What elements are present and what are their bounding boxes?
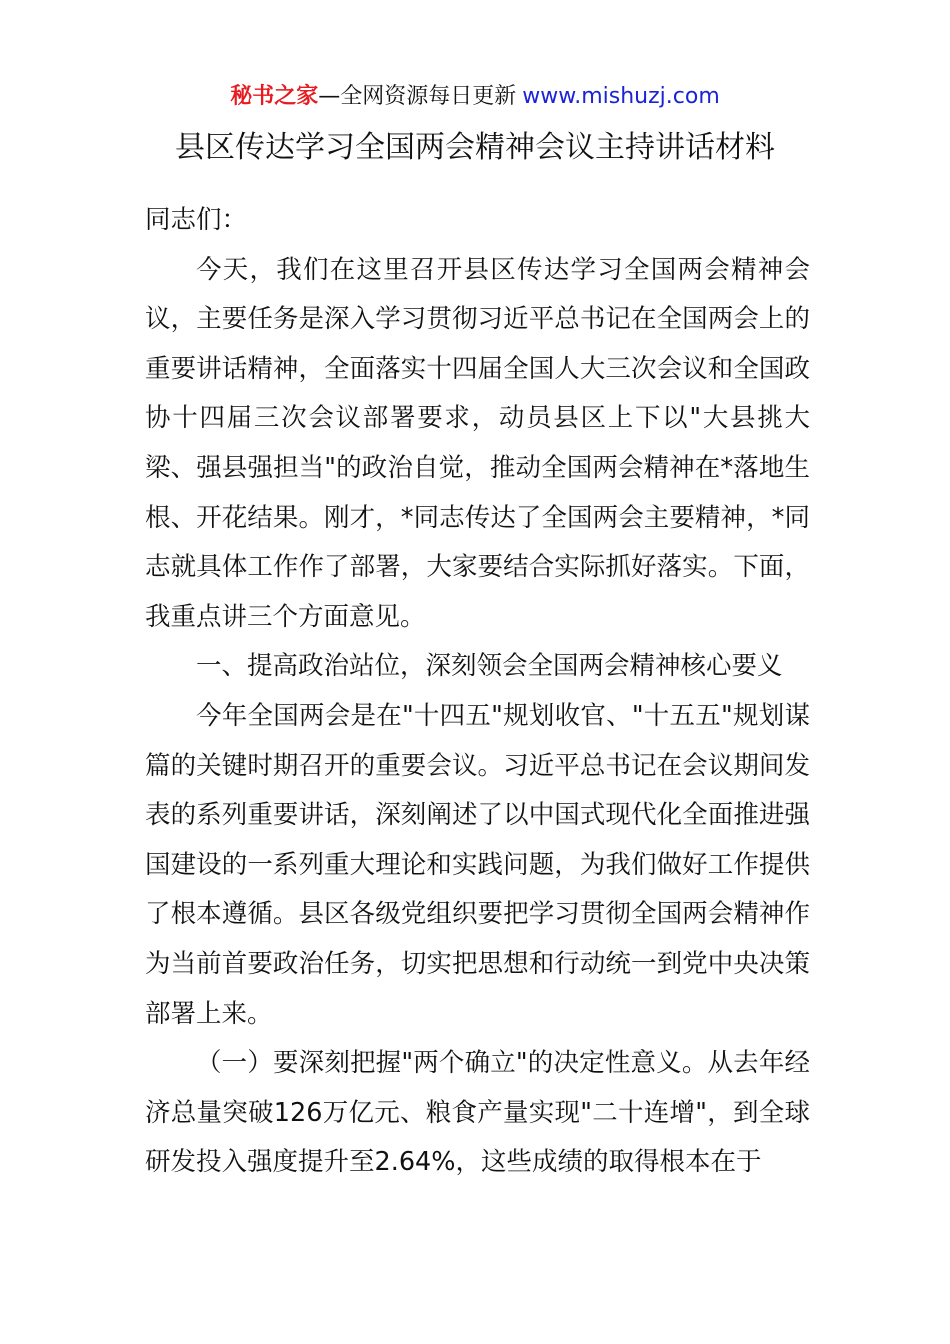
- site-header: [0, 80, 950, 114]
- paragraph-subsection-1: （一）要深刻把握"两个确立"的决定性意义。从去年经济总量突破126万亿元、粮食产量实现"二十连增"，到全球研发投入强度提升至2.64%，这些成绩的取得根本在于: [145, 1048, 810, 1178]
- brand-name: 秘书之家: [230, 84, 319, 109]
- site-tagline: —全网资源每日更新: [318, 84, 517, 109]
- paragraph-section-1: 今年全国两会是在"十四五"规划收官、"十五五"规划谋篇的关键时期召开的重要会议。习近平总书记在会议期间发表的系列重要讲话，深刻阐述了以中国式现代化全面推进强国建设的一系列重大理论和实践问题，为我们做好工作提供了根本遵循。县区各级党组织要把学习贯彻全国两会精神作为当前首要政治任务，切实把思想和行动统一到党中央决策部署上来。: [145, 700, 810, 1029]
- document-body: [145, 196, 810, 1188]
- salutation: 同志们：: [145, 205, 248, 235]
- site-url-link[interactable]: www.mishuzj.com: [522, 84, 720, 109]
- section-heading-1: 一、提高政治站位，深刻领会全国两会精神核心要义: [196, 651, 783, 682]
- paragraph-intro: 今天，我们在这里召开县区传达学习全国两会精神会议，主要任务是深入学习贯彻习近平总书记在全国两会上的重要讲话精神，全面落实十四届全国人大三次会议和全国政协十四届三次会议部署要求，动员县区上下以"大县挑大梁、强县强担当"的政治自觉，推动全国两会精神在*落地生根、开花结果。刚才，*同志传达了全国两会主要精神，*同志就具体工作作了部署，大家要结合实际抓好落实。下面，我重点讲三个方面意见。: [145, 254, 810, 632]
- document-title: 县区传达学习全国两会精神会议主持讲话材料: [175, 130, 775, 165]
